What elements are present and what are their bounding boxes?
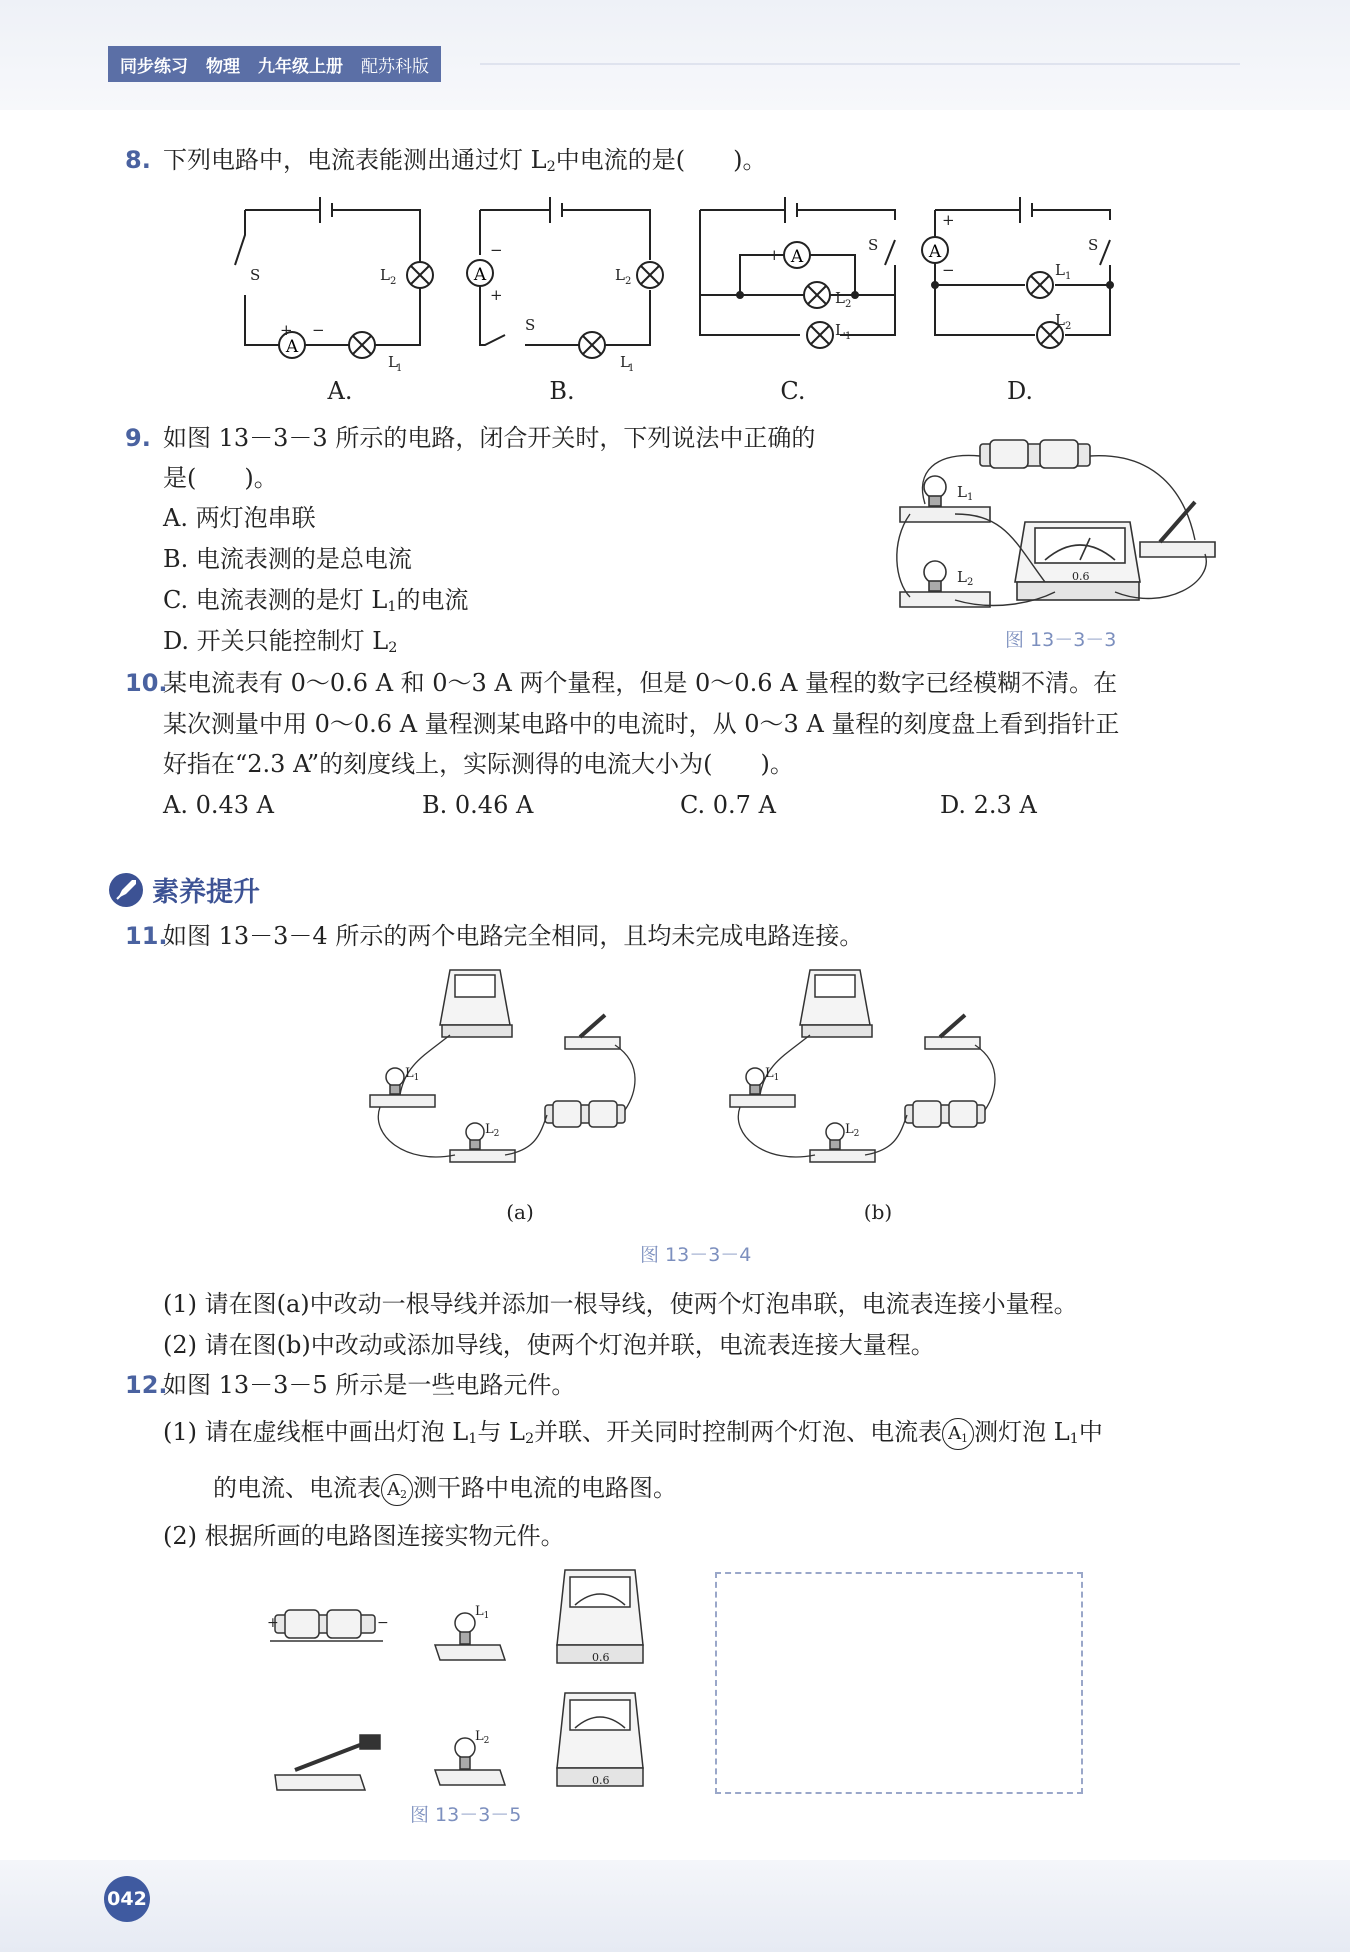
q11-figure-b-label: (b) <box>863 1200 893 1224</box>
q10-stem-line2: 某次测量中用 0～0.6 A 量程测某电路中的电流时，从 0～3 A 量程的刻度盘上看到指针正 <box>163 710 1120 738</box>
svg-text:S: S <box>525 316 536 334</box>
q8-number: 8. <box>125 146 151 174</box>
svg-text:L2: $L_2$ <box>957 568 974 588</box>
q10-option-c: C. 0.7 A <box>680 791 776 819</box>
q12-part1-line1: (1) 请在虚线框中画出灯泡 $L_1$与 $L_2$并联、开关同时控制两个灯泡、电流表 $A_1$ 测灯泡 $L_1$中 <box>163 1414 1103 1457</box>
svg-text:L1: $L_1$ <box>475 1604 490 1621</box>
q9-figure-caption: 图 13－3－3 <box>1005 629 1117 651</box>
svg-text:−: − <box>377 1615 389 1631</box>
q9-option-b: B. 电流表测的是总电流 <box>163 545 412 573</box>
svg-text:−: − <box>490 241 503 259</box>
header-grade: 九年级上册 <box>258 56 343 77</box>
q8-option-a: A. <box>327 377 353 405</box>
q11-figure-a <box>370 970 635 1162</box>
ammeter-a2-symbol: $A_2$ <box>381 1474 413 1506</box>
q11-figure-a-label: (a) <box>506 1200 534 1224</box>
q9-option-c: C. 电流表测的是灯 $L_1$的电流 <box>163 586 469 615</box>
svg-text:+: + <box>768 246 781 264</box>
svg-text:2: 2 <box>1065 321 1072 332</box>
svg-text:0.6: 0.6 <box>592 1774 610 1787</box>
header-subject: 物理 <box>206 56 240 77</box>
q8-option-b: B. <box>549 377 575 405</box>
q9-number: 9. <box>125 424 151 452</box>
q8-stem: 8. 下列电路中，电流表能测出通过灯 $L_2$中电流的是( )。 <box>125 142 766 185</box>
q10-option-a: A. 0.43 A <box>163 791 274 819</box>
svg-text:+: + <box>280 321 293 339</box>
q9-stem-line2: 是( )。 <box>163 464 278 492</box>
svg-text:L: L <box>615 266 625 284</box>
q10-stem-line1: 10.某电流表有 0～0.6 A 和 0～3 A 两个量程，但是 0～0.6 A 量程的数字已经模糊不清。在 <box>125 665 1117 701</box>
footer-band <box>0 1860 1350 1952</box>
q9-figure-physical-circuit <box>895 432 1235 622</box>
svg-text:L: L <box>380 266 390 284</box>
svg-text:L: L <box>1055 311 1065 329</box>
header-rule <box>480 63 1240 65</box>
q9-stem-line1: 9. 如图 13－3－3 所示的电路，闭合开关时，下列说法中正确的 <box>125 420 815 456</box>
header-series: 同步练习 <box>120 56 188 77</box>
rocket-icon <box>108 872 144 908</box>
q10-option-d: D. 2.3 A <box>940 791 1037 819</box>
header-box <box>108 46 441 82</box>
svg-text:1: 1 <box>1065 271 1072 282</box>
svg-text:L2: $L_2$ <box>475 1729 490 1746</box>
svg-text:L: L <box>835 289 845 307</box>
q8-circuit-d <box>932 197 1113 335</box>
q8-circuit-a <box>235 197 420 345</box>
ammeter-component-2 <box>557 1693 643 1786</box>
bulb-l2-component <box>435 1738 505 1785</box>
q9-option-a: A. 两灯泡串联 <box>163 504 316 532</box>
q10-number: 10. <box>125 669 168 697</box>
svg-text:L: L <box>835 321 845 339</box>
svg-text:L: L <box>1055 261 1065 279</box>
q11-figure-b <box>730 970 995 1162</box>
svg-text:1: 1 <box>845 331 852 342</box>
q10-stem-line3: 好指在“2.3 A”的刻度线上，实际测得的电流大小为( )。 <box>163 750 794 778</box>
q12-part1-line2: 的电流、电流表 $A_2$ 测干路中电流的电路图。 <box>213 1470 677 1506</box>
page-number: 042 <box>104 1876 150 1922</box>
q11-part2: (2) 请在图(b)中改动或添加导线，使两个灯泡并联，电流表连接大量程。 <box>163 1331 935 1359</box>
section-heading <box>108 870 260 909</box>
svg-text:1: 1 <box>628 363 635 374</box>
header-edition: 配苏科版 <box>361 56 429 77</box>
q12-stem: 12.如图 13－3－5 所示是一些电路元件。 <box>125 1367 575 1403</box>
svg-text:−: − <box>942 261 955 279</box>
q8-option-d: D. <box>1006 377 1033 405</box>
bulb-l1-component <box>435 1613 505 1660</box>
q10-option-b: B. 0.46 A <box>422 791 534 819</box>
switch-component <box>275 1735 380 1790</box>
q11-part1: (1) 请在图(a)中改动一根导线并添加一根导线，使两个灯泡串联，电流表连接小量程。 <box>163 1290 1078 1318</box>
svg-text:S: S <box>1088 236 1099 254</box>
svg-text:1: 1 <box>396 363 403 374</box>
q11-stem: 11.如图 13－3－4 所示的两个电路完全相同，且均未完成电路连接。 <box>125 918 863 954</box>
svg-text:2: 2 <box>845 299 852 310</box>
svg-text:2: 2 <box>625 276 632 287</box>
ammeter-a1-symbol: $A_1$ <box>942 1418 974 1450</box>
battery-component <box>270 1610 383 1641</box>
svg-text:S: S <box>868 236 879 254</box>
q12-drawing-box[interactable] <box>715 1572 1083 1794</box>
svg-text:0.6: 0.6 <box>592 1651 610 1664</box>
svg-text:−: − <box>812 246 825 264</box>
svg-text:L: L <box>388 353 398 371</box>
svg-text:L1: $L_1$ <box>957 483 974 503</box>
svg-text:S: S <box>250 266 261 284</box>
q12-number: 12. <box>125 1371 168 1399</box>
q11-number: 11. <box>125 922 168 950</box>
q12-figure-caption: 图 13－3－5 <box>410 1804 522 1826</box>
svg-text:L: L <box>620 353 630 371</box>
section-title: 素养提升 <box>152 877 260 908</box>
q8-circuit-diagrams: A S L+ −L −+SLL + −SLL +−SLL 21 21 21 12 <box>220 185 1120 385</box>
svg-text:+: + <box>490 286 503 304</box>
svg-text:−: − <box>312 321 325 339</box>
q12-components <box>265 1565 665 1800</box>
q12-part2: (2) 根据所画的电路图连接实物元件。 <box>163 1522 565 1550</box>
svg-text:+: + <box>267 1615 279 1631</box>
ammeter-component-1 <box>557 1570 643 1663</box>
q11-figure-caption: 图 13－3－4 <box>640 1244 752 1266</box>
q9-option-d: D. 开关只能控制灯 $L_2$ <box>163 627 398 656</box>
q11-figures <box>365 965 1045 1175</box>
svg-text:+: + <box>942 211 955 229</box>
q8-option-c: C. <box>780 377 806 405</box>
svg-text:0.6: 0.6 <box>1072 570 1090 583</box>
svg-text:2: 2 <box>390 276 397 287</box>
